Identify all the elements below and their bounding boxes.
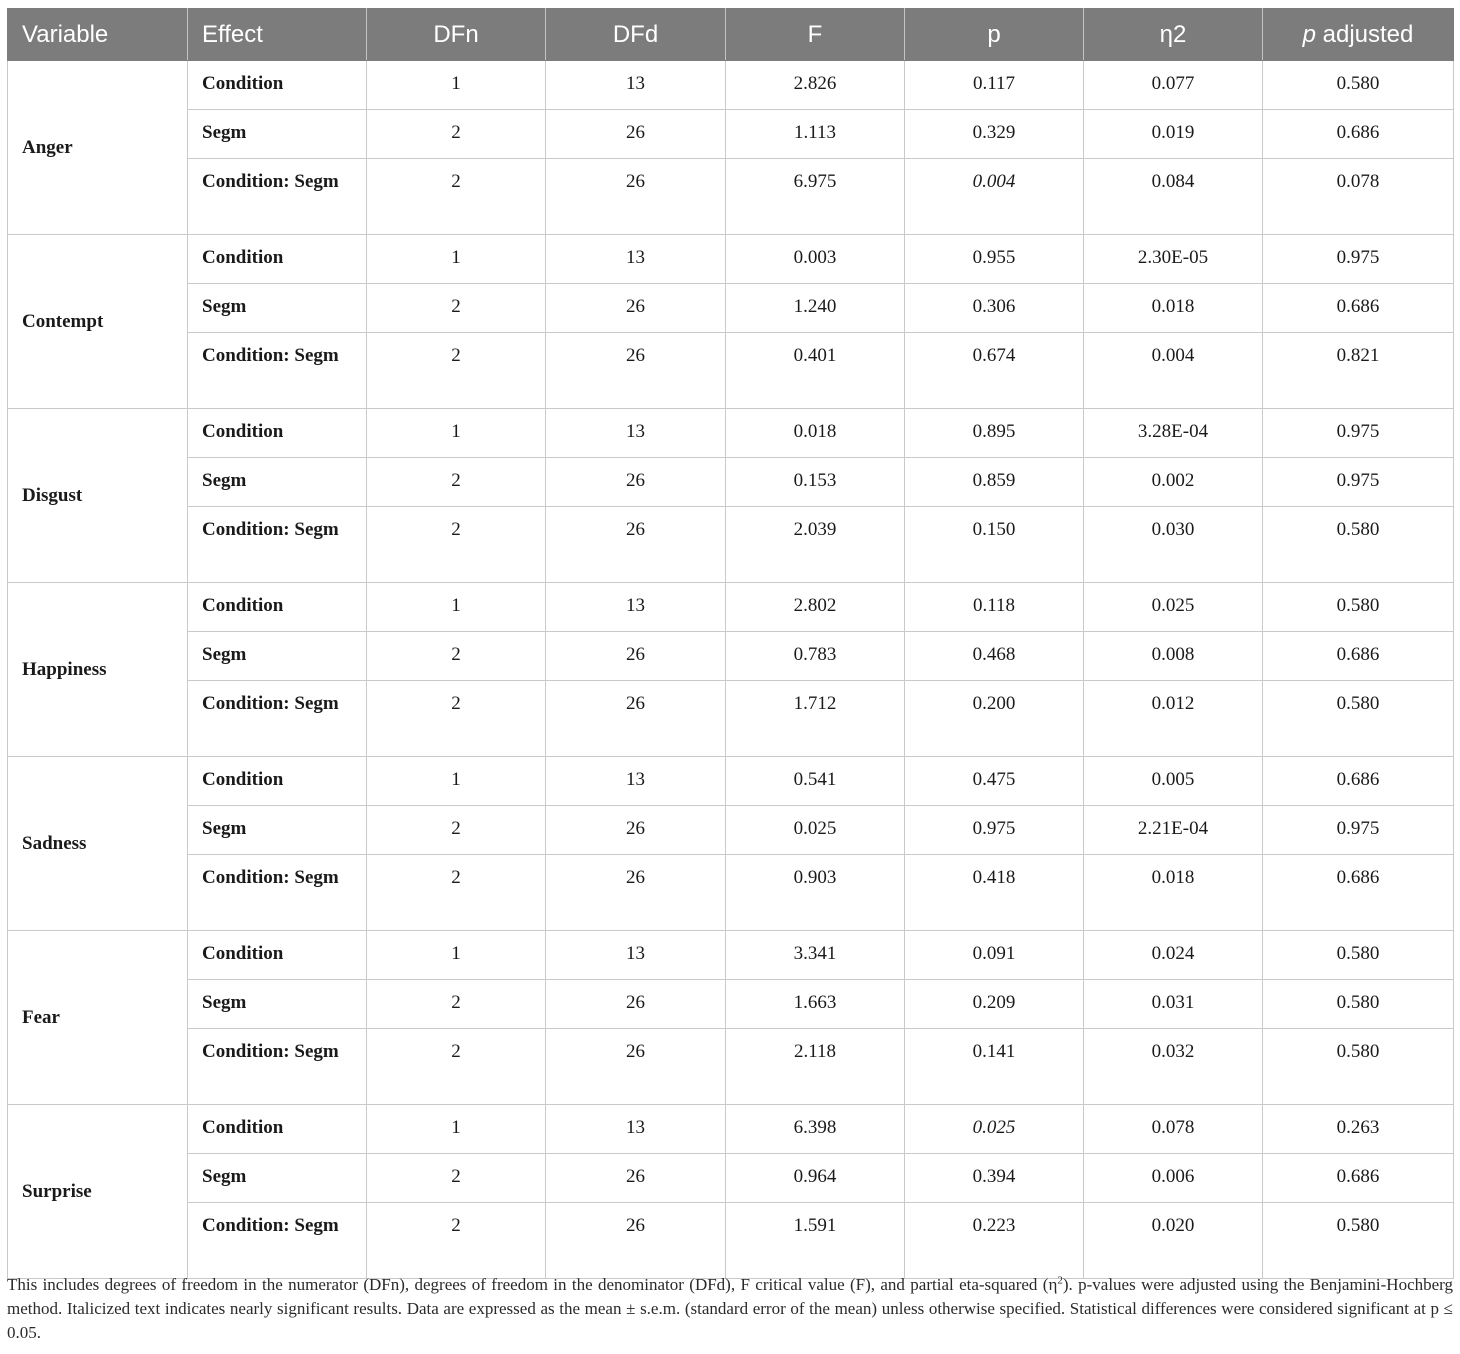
dfn-cell: 1 [367,757,546,806]
table-row [8,681,1454,757]
dfn-cell: 2 [367,806,546,855]
variable-cell: Happiness [8,583,188,757]
eta2-cell: 0.020 [1084,1203,1263,1279]
table-row [8,855,1454,931]
dfn-cell: 2 [367,458,546,507]
f-cell: 0.025 [726,806,905,855]
p-cell: 0.859 [905,458,1084,507]
table-row [8,1105,1454,1154]
dfn-cell: 1 [367,409,546,458]
f-cell: 1.591 [726,1203,905,1279]
eta2-cell: 0.084 [1084,159,1263,235]
effect-cell: Segm [188,1154,367,1203]
header-eta2: η2 [1084,9,1263,61]
p-adjusted-cell: 0.975 [1263,806,1454,855]
dfd-cell: 26 [546,507,726,583]
eta2-cell: 0.078 [1084,1105,1263,1154]
p-cell: 0.150 [905,507,1084,583]
f-cell: 2.802 [726,583,905,632]
dfn-cell: 1 [367,583,546,632]
table-row [8,507,1454,583]
dfd-cell: 26 [546,855,726,931]
table-row [8,409,1454,458]
p-adjusted-cell: 0.580 [1263,61,1454,110]
effect-cell: Condition [188,235,367,284]
dfn-cell: 2 [367,159,546,235]
dfn-cell: 1 [367,931,546,980]
variable-cell: Fear [8,931,188,1105]
eta2-cell: 0.008 [1084,632,1263,681]
effect-cell: Condition: Segm [188,507,367,583]
f-cell: 0.903 [726,855,905,931]
dfn-cell: 2 [367,855,546,931]
effect-cell: Segm [188,110,367,159]
dfd-cell: 26 [546,681,726,757]
eta2-cell: 0.032 [1084,1029,1263,1105]
eta2-cell: 0.006 [1084,1154,1263,1203]
p-cell: 0.117 [905,61,1084,110]
f-cell: 0.003 [726,235,905,284]
eta2-cell: 0.025 [1084,583,1263,632]
dfn-cell: 2 [367,681,546,757]
table-row [8,980,1454,1029]
effect-cell: Condition [188,1105,367,1154]
p-adjusted-cell: 0.580 [1263,1029,1454,1105]
p-cell: 0.674 [905,333,1084,409]
p-adjusted-cell: 0.580 [1263,931,1454,980]
p-cell: 0.091 [905,931,1084,980]
effect-cell: Condition [188,931,367,980]
f-cell: 1.712 [726,681,905,757]
variable-cell: Surprise [8,1105,188,1279]
p-cell: 0.468 [905,632,1084,681]
f-cell: 0.153 [726,458,905,507]
dfd-cell: 26 [546,1203,726,1279]
f-cell: 0.964 [726,1154,905,1203]
footnote-text-1: This includes degrees of freedom in the numerator (DFn), degrees of freedom in the denominator (DFd), F critical value (F), and partial eta-squared (η [7,1275,1058,1294]
eta2-cell: 0.019 [1084,110,1263,159]
dfn-cell: 2 [367,110,546,159]
dfd-cell: 13 [546,409,726,458]
table-body [8,61,1454,1279]
table-row [8,632,1454,681]
p-adjusted-cell: 0.686 [1263,1154,1454,1203]
eta2-cell: 0.024 [1084,931,1263,980]
eta2-cell: 2.30E-05 [1084,235,1263,284]
dfn-cell: 2 [367,1154,546,1203]
p-cell: 0.200 [905,681,1084,757]
dfn-cell: 2 [367,632,546,681]
table-row [8,1154,1454,1203]
p-adjusted-cell: 0.686 [1263,855,1454,931]
header-f: F [726,9,905,61]
eta2-cell: 0.077 [1084,61,1263,110]
table-row [8,931,1454,980]
table-row [8,458,1454,507]
table-footnote [7,1273,1453,1345]
dfn-cell: 1 [367,235,546,284]
f-cell: 0.401 [726,333,905,409]
eta2-cell: 3.28E-04 [1084,409,1263,458]
eta2-cell: 2.21E-04 [1084,806,1263,855]
header-p-adjusted-label: adjusted [1322,20,1414,48]
footnote-text-2: ). p-values were adjusted using the Benjamini-Hochberg method. Italicized text indicates nearly significant results. Data are expressed as the mean ± s.e.m. (standard error of the mean) unless otherwise specified. Statistical differences were considered significant at p ≤ 0.05. [7,1275,1454,1342]
effect-cell: Segm [188,632,367,681]
p-cell: 0.329 [905,110,1084,159]
p-cell: 0.118 [905,583,1084,632]
table-row [8,110,1454,159]
p-adjusted-cell: 0.580 [1263,1203,1454,1279]
p-adjusted-cell: 0.686 [1263,284,1454,333]
f-cell: 0.018 [726,409,905,458]
dfn-cell: 2 [367,333,546,409]
eta2-cell: 0.018 [1084,284,1263,333]
header-dfn: DFn [367,9,546,61]
dfn-cell: 2 [367,507,546,583]
table-row [8,61,1454,110]
anova-results-table [7,8,1454,1279]
p-adjusted-cell: 0.821 [1263,333,1454,409]
p-cell: 0.306 [905,284,1084,333]
table-row [8,1029,1454,1105]
p-cell: 0.223 [905,1203,1084,1279]
f-cell: 2.826 [726,61,905,110]
p-adjusted-cell: 0.686 [1263,110,1454,159]
dfd-cell: 26 [546,806,726,855]
table-row [8,284,1454,333]
dfd-cell: 26 [546,458,726,507]
effect-cell: Condition: Segm [188,681,367,757]
p-cell: 0.141 [905,1029,1084,1105]
effect-cell: Segm [188,806,367,855]
effect-cell: Condition [188,757,367,806]
table-row [8,333,1454,409]
f-cell: 2.039 [726,507,905,583]
effect-cell: Condition: Segm [188,1203,367,1279]
p-adjusted-cell: 0.580 [1263,583,1454,632]
p-adjusted-cell: 0.263 [1263,1105,1454,1154]
table-row [8,583,1454,632]
eta2-cell: 0.012 [1084,681,1263,757]
p-adjusted-cell: 0.580 [1263,980,1454,1029]
effect-cell: Segm [188,458,367,507]
effect-cell: Condition [188,409,367,458]
table-header-row [8,9,1454,61]
p-adjusted-cell: 0.078 [1263,159,1454,235]
f-cell: 1.240 [726,284,905,333]
p-adjusted-cell: 0.975 [1263,235,1454,284]
p-cell: 0.004 [905,159,1084,235]
dfd-cell: 26 [546,1029,726,1105]
dfd-cell: 13 [546,583,726,632]
variable-cell: Anger [8,61,188,235]
p-adjusted-cell: 0.975 [1263,409,1454,458]
variable-cell: Disgust [8,409,188,583]
f-cell: 0.541 [726,757,905,806]
p-cell: 0.475 [905,757,1084,806]
header-p: p [905,9,1084,61]
f-cell: 3.341 [726,931,905,980]
p-adjusted-cell: 0.975 [1263,458,1454,507]
table-container [7,8,1453,1279]
dfd-cell: 13 [546,757,726,806]
p-adjusted-cell: 0.686 [1263,632,1454,681]
eta2-cell: 0.002 [1084,458,1263,507]
effect-cell: Condition: Segm [188,333,367,409]
eta2-cell: 0.004 [1084,333,1263,409]
dfn-cell: 2 [367,1029,546,1105]
table-row [8,235,1454,284]
table-row [8,806,1454,855]
f-cell: 1.663 [726,980,905,1029]
table-row [8,757,1454,806]
p-cell: 0.209 [905,980,1084,1029]
variable-cell: Contempt [8,235,188,409]
p-cell: 0.975 [905,806,1084,855]
dfd-cell: 26 [546,1154,726,1203]
footnote-superscript: 2 [1057,1274,1063,1287]
dfn-cell: 1 [367,1105,546,1154]
f-cell: 0.783 [726,632,905,681]
f-cell: 2.118 [726,1029,905,1105]
dfd-cell: 26 [546,980,726,1029]
dfd-cell: 26 [546,110,726,159]
header-variable: Variable [8,9,188,61]
dfn-cell: 2 [367,284,546,333]
dfd-cell: 13 [546,931,726,980]
p-cell: 0.955 [905,235,1084,284]
p-cell: 0.394 [905,1154,1084,1203]
dfd-cell: 26 [546,284,726,333]
variable-cell: Sadness [8,757,188,931]
dfn-cell: 2 [367,1203,546,1279]
header-effect: Effect [188,9,367,61]
header-p-adjusted [1263,9,1454,61]
header-p-adjusted-prefix: p [1302,20,1316,48]
dfn-cell: 2 [367,980,546,1029]
dfn-cell: 1 [367,61,546,110]
effect-cell: Segm [188,284,367,333]
p-cell: 0.418 [905,855,1084,931]
f-cell: 6.975 [726,159,905,235]
dfd-cell: 13 [546,235,726,284]
effect-cell: Condition: Segm [188,1029,367,1105]
p-cell: 0.895 [905,409,1084,458]
table-row [8,1203,1454,1279]
dfd-cell: 26 [546,159,726,235]
eta2-cell: 0.018 [1084,855,1263,931]
p-adjusted-cell: 0.580 [1263,681,1454,757]
eta2-cell: 0.030 [1084,507,1263,583]
p-adjusted-cell: 0.580 [1263,507,1454,583]
effect-cell: Condition: Segm [188,159,367,235]
table-row [8,159,1454,235]
effect-cell: Condition: Segm [188,855,367,931]
effect-cell: Segm [188,980,367,1029]
eta2-cell: 0.031 [1084,980,1263,1029]
dfd-cell: 13 [546,61,726,110]
f-cell: 1.113 [726,110,905,159]
p-cell: 0.025 [905,1105,1084,1154]
dfd-cell: 26 [546,333,726,409]
f-cell: 6.398 [726,1105,905,1154]
dfd-cell: 13 [546,1105,726,1154]
dfd-cell: 26 [546,632,726,681]
header-dfd: DFd [546,9,726,61]
p-adjusted-cell: 0.686 [1263,757,1454,806]
effect-cell: Condition [188,61,367,110]
effect-cell: Condition [188,583,367,632]
eta2-cell: 0.005 [1084,757,1263,806]
